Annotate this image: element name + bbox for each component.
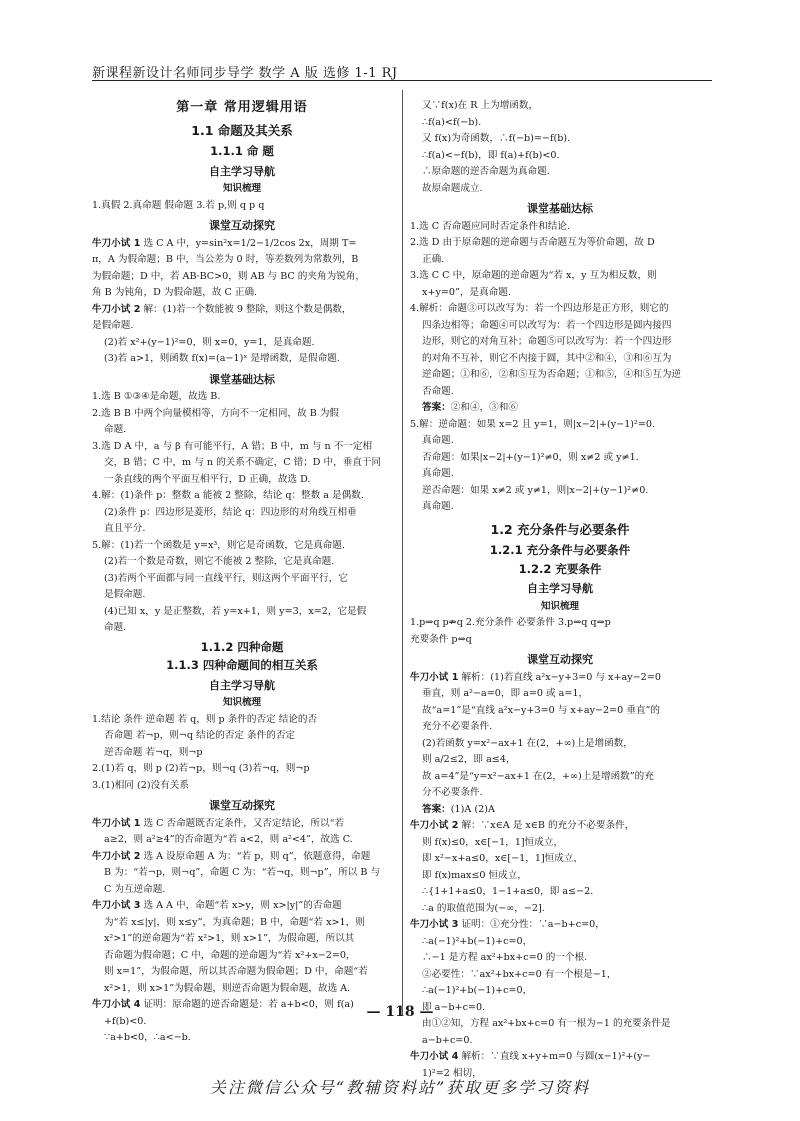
part-heading: 自主学习导航 <box>527 582 593 595</box>
text-line: 逆否命题 若¬q，则¬p <box>104 746 203 758</box>
text-line: 角 B 为钝角，D 为假命题，故 C 正确. <box>92 287 258 298</box>
small-heading: 知识梳理 <box>222 697 261 708</box>
keyword-label: 牛刀小试 1 <box>92 817 141 829</box>
text-line: 5.解：逆命题：如果 x=2 且 y=1，则|x−2|+(y−1)²=0. <box>410 418 656 430</box>
small-heading: 知识梳理 <box>540 600 579 612</box>
text-line: 2.选 B B 中两个向量模相等，方向不一定相同，故 B 为假 <box>92 407 340 419</box>
small-heading: 知识梳理 <box>222 183 261 194</box>
keyword-label: 牛刀小试 2 <box>410 820 459 831</box>
text-line: 命题. <box>104 622 127 633</box>
text-line: 否命题 若¬p，则¬q 结论的否定 条件的否定 <box>104 730 296 741</box>
text-line: 即 f(x)max≤0 恒成立， <box>422 869 527 881</box>
line-text: 证明：①充分性：∵a−b+c=0， <box>458 919 605 930</box>
subsection-title: 1.2.1 充分条件与必要条件 <box>489 543 631 557</box>
line-text: (1)A (2)A <box>450 803 495 815</box>
header-rule <box>92 80 712 81</box>
text-line: 1.结论 条件 逆命题 若 q，则 p 条件的否定 结论的否 <box>92 713 318 725</box>
column-divider <box>402 90 403 1015</box>
section-title: 1.2 充分条件与必要条件 <box>490 521 630 537</box>
text-line <box>410 818 710 835</box>
line-text: 选 C 否命题既否定条件，又否定结论，所以“若 <box>140 817 345 829</box>
part-heading: 课堂基础达标 <box>527 202 593 215</box>
text-line: 由①②知，方程 ax²+bx+c=0 有一根为−1 的充要条件是 <box>422 1018 671 1029</box>
text-line: 4.解析：命题③可以改写为：若一个四边形是正方形，则它的 <box>410 303 669 314</box>
line-text: ②和④，③和⑥ <box>450 402 518 413</box>
line-text: 解：(1)若一个数能被 9 整除，则这个数是偶数， <box>140 303 352 315</box>
text-line: 命题. <box>104 424 127 435</box>
subsection-title: 1.1.2 四种命题 <box>200 639 284 654</box>
text-line: 否命题. <box>422 385 454 397</box>
line-text: 解：∵x∈A 是 x∈B 的充分不必要条件， <box>458 820 635 831</box>
text-line: 否命题：如果|x−2|+(y−1)²≠0，则 x≠2 或 y≠1. <box>422 451 639 463</box>
text-line: x²>1”的逆命题为“若 x²>1，则 x>1”，为假命题，所以其 <box>104 933 355 944</box>
text-line: 1.选 C 否命题应同时否定条件和结论. <box>410 220 570 232</box>
text-line: (2)条件 p：四边形是菱形，结论 q：四边形的对角线互相垂 <box>104 506 357 518</box>
subsection-title: 1.2.2 充要条件 <box>518 561 602 576</box>
text-line: ∵a+b<0，∴a<−b. <box>104 1032 191 1043</box>
text-line <box>92 816 392 833</box>
text-line <box>410 917 710 934</box>
text-line: C 为互逆命题. <box>104 883 166 895</box>
text-line: (3)若两个平面都与同一直线平行，则这两个平面平行，它 <box>104 572 348 584</box>
text-line: 则 a/2≤2，即 a≤4， <box>422 754 516 765</box>
keyword-label: 牛刀小试 3 <box>92 900 141 911</box>
text-line: (2)若函数 y=x²−ax+1 在(2，+∞)上是增函数， <box>422 737 633 749</box>
line-text: 选 A 设原命题 A 为：“若 p，则 q”，依题意得，命题 <box>140 850 371 862</box>
text-line: π，A 为假命题；B 中，当公差为 0 时，等差数列为常数列，B <box>92 254 359 265</box>
section-title: 1.1 命题及其关系 <box>191 122 293 138</box>
chapter-title: 第一章 常用逻辑用语 <box>176 100 308 115</box>
text-line: 1)²=2 相切， <box>422 1067 482 1079</box>
text-line: B 为：“若¬p，则¬q”，命题 C 为：“若¬q，则¬p”，所以 B 与 <box>104 867 381 878</box>
text-line: 一条直线的两个平面互相平行，D 正确，故选 D. <box>104 473 311 485</box>
text-line: 的对角不互补，则它不内接于圆，其中②和④，③和⑥互为 <box>422 352 672 364</box>
text-line <box>92 849 392 866</box>
text-line: ∴f(a)<−f(b)，即 f(a)+f(b)<0. <box>422 149 560 161</box>
text-line: ②必要性：∵ax²+bx+c=0 有一个根是−1， <box>422 968 617 980</box>
text-line: 故“a=1”是“直线 a²x−y+3=0 与 x+ay−2=0 垂直”的 <box>422 704 661 716</box>
text-line: (2)若 x²+(y−1)²=0，则 x=0，y=1，是真命题. <box>104 336 315 348</box>
text-line: ∴{1+1+a≤0，1−1+a≤0，即 a≤−2. <box>422 886 594 897</box>
keyword-label: 牛刀小试 4 <box>92 999 141 1010</box>
text-line: 是假命题. <box>104 589 146 600</box>
text-line: 5.解：(1)若一个函数是 y=x³，则它是奇函数，它是真命题. <box>92 539 346 551</box>
text-line: +f(b)<0. <box>104 1015 147 1027</box>
text-line: 2.选 D 由于原命题的逆命题与否命题互为等价命题，故 D <box>410 237 655 248</box>
text-line: 分不必要条件. <box>422 787 483 798</box>
text-line: 1.真假 2.真命题 假命题 3.若 p,则 q p q <box>92 199 265 211</box>
keyword-label: 答案： <box>422 402 451 413</box>
text-line: (4)已知 x，y 是正整数，若 y=x+1，则 y=3，x=2，它是假 <box>104 605 367 617</box>
line-text: 解析：(1)若直线 a²x−y+3=0 与 x+ay−2=0 <box>458 671 661 683</box>
text-line: 1.p⇒q p⇏q 2.充分条件 必要条件 3.p⇒q q⇒p <box>410 617 611 628</box>
text-line <box>410 670 710 687</box>
left-column <box>92 98 392 1047</box>
text-line: 又 f(x)为奇函数，∴f(−b)=−f(b). <box>422 133 571 144</box>
text-line: 为“若 x≤|y|，则 x≤y”，为真命题；B 中，命题“若 x>1，则 <box>104 916 365 928</box>
text-line <box>410 802 710 819</box>
text-line <box>92 236 392 253</box>
text-line <box>410 400 710 417</box>
text-line: 直且平分. <box>104 523 146 534</box>
part-heading: 课堂互动探究 <box>527 653 593 666</box>
text-line: 是假命题. <box>92 320 134 331</box>
page-number: — 118 — <box>366 1004 434 1020</box>
text-line: 真命题. <box>422 435 454 446</box>
text-line: 1.选 B ①③④是命题，故选 B. <box>92 391 221 402</box>
part-heading: 课堂互动探究 <box>209 219 275 232</box>
text-line: 故 a=4”是“y=x²−ax+1 在(2，+∞)上是增函数”的充 <box>422 770 654 782</box>
part-heading: 课堂基础达标 <box>209 372 275 386</box>
text-line: x²>1，则 x>1”为假命题，则逆否命题为假命题，故选 A. <box>104 982 351 994</box>
text-line: (2)若一个数是奇数，则它不能被 2 整除，它是真命题. <box>104 556 335 567</box>
right-column <box>410 98 710 1082</box>
text-line: x+y=0”，是真命题. <box>422 286 511 298</box>
text-line: 3.选 C C 中，原命题的逆命题为“若 x，y 互为相反数，则 <box>410 270 657 281</box>
footer-promo: 关注微信公众号“教辅资料站”获取更多学习资料 <box>209 1078 591 1097</box>
text-line: ∴−1 是方程 ax²+bx+c=0 的一个根. <box>422 952 588 963</box>
keyword-label: 牛刀小试 4 <box>410 1051 459 1062</box>
text-line: ∴a(−1)²+b(−1)+c=0， <box>422 935 533 947</box>
line-text: 选 C A 中，y=sin²x=1/2−1/2cos 2x，周期 T= <box>140 237 357 249</box>
text-line: ∴f(a)<f(−b). <box>422 116 482 128</box>
keyword-label: 答案： <box>422 803 451 815</box>
text-line: ∴原命题的逆否命题为真命题. <box>422 166 550 177</box>
part-heading: 自主学习导航 <box>209 164 275 178</box>
text-line: 垂直，则 a²−a=0，即 a=0 或 a=1， <box>422 688 589 699</box>
text-line: 逆否命题：如果 x≠2 或 y≠1，则|x−2|+(y−1)²≠0. <box>422 484 649 496</box>
line-text: 解析：∵直线 x+y+m=0 与圆(x−1)²+(y− <box>458 1051 651 1062</box>
keyword-label: 牛刀小试 2 <box>92 850 141 862</box>
text-line: 则 f(x)≤0，x∈[−1，1]恒成立， <box>422 836 564 848</box>
text-line: 3.选 D A 中，a 与 β 有可能平行，A 错；B 中，m 与 n 不一定相 <box>92 440 373 452</box>
keyword-label: 牛刀小试 1 <box>410 671 459 683</box>
line-text: 选 A A 中，命题“若 x>y，则 x>|y|”的否命题 <box>140 900 342 911</box>
text-line: 逆命题；①和⑥，②和⑤互为否命题；①和⑤，④和⑤互为逆 <box>422 369 682 380</box>
subsection-title: 1.1.3 四种命题间的相互关系 <box>166 658 318 672</box>
running-header: 新课程新设计名师同步导学 数学 A 版 选修 1-1 RJ <box>92 66 398 81</box>
keyword-label: 牛刀小试 1 <box>92 237 141 249</box>
line-text: 证明：原命题的逆否命题是：若 a+b<0，则 f(a) <box>140 999 354 1010</box>
text-line: 3.(1)相同 (2)没有关系 <box>92 779 189 791</box>
text-line: (3)若 a>1，则函数 f(x)=(a−1)ˣ 是增函数，是假命题. <box>104 353 340 364</box>
part-heading: 课堂互动探究 <box>209 799 275 812</box>
text-line: 边形，则它的对角互补；命题⑤可以改写为：若一个四边形 <box>422 336 672 347</box>
subsection-title: 1.1.1 命 题 <box>210 144 274 158</box>
part-heading: 自主学习导航 <box>209 678 275 692</box>
text-line <box>92 302 392 319</box>
text-line: 为假命题；D 中，若 AB·BC>0，则 AB 与 BC 的夹角为锐角， <box>92 270 365 282</box>
keyword-label: 牛刀小试 3 <box>410 919 459 930</box>
text-line: ∴a(−1)²+b(−1)+c=0， <box>422 985 533 996</box>
text-line: 故原命题成立. <box>422 182 483 194</box>
text-line: 则 x=1”，为假命题，所以其否命题为假命题；D 中，命题“若 <box>104 966 368 977</box>
text-line <box>92 898 392 915</box>
text-line: 充要条件 p⇔q <box>410 633 472 645</box>
text-line: 即 x²−x+a≤0，x∈[−1，1]恒成立， <box>422 853 584 864</box>
text-line: ∴a 的取值范围为(−∞，−2]. <box>422 902 545 914</box>
text-line: 2.(1)若 q，则 p (2)若¬p，则¬q (3)若¬q，则¬p <box>92 763 310 774</box>
text-line: 又∵f(x)在 R 上为增函数， <box>422 100 539 111</box>
text-line: 真命题. <box>422 468 454 479</box>
text-line: 交，B 错；C 中，m 与 n 的关系不确定，C 错；D 中，垂直于同 <box>104 457 382 468</box>
keyword-label: 牛刀小试 2 <box>92 303 141 315</box>
text-line: 四条边相等；命题④可以改写为：若一个四边形是圆内接四 <box>422 319 672 331</box>
text-line: a≥2，则 a²≥4”的否命题为“若 a<2，则 a²<4”，故选 C. <box>104 834 353 845</box>
text-line <box>410 1049 710 1066</box>
text-line: 否命题为假命题；C 中，命题的逆命题为“若 x²+x−2=0， <box>104 949 356 961</box>
text-line: a−b+c=0. <box>422 1034 473 1046</box>
text-line: 充分不必要条件. <box>422 721 493 732</box>
text-line: 正确. <box>422 253 445 265</box>
text-line: 真命题. <box>422 501 454 512</box>
text-line: 即 a−b+c=0. <box>422 1001 486 1013</box>
text-line: 4.解：(1)条件 p：整数 a 能被 2 整除，结论 q：整数 a 是偶数. <box>92 490 364 501</box>
